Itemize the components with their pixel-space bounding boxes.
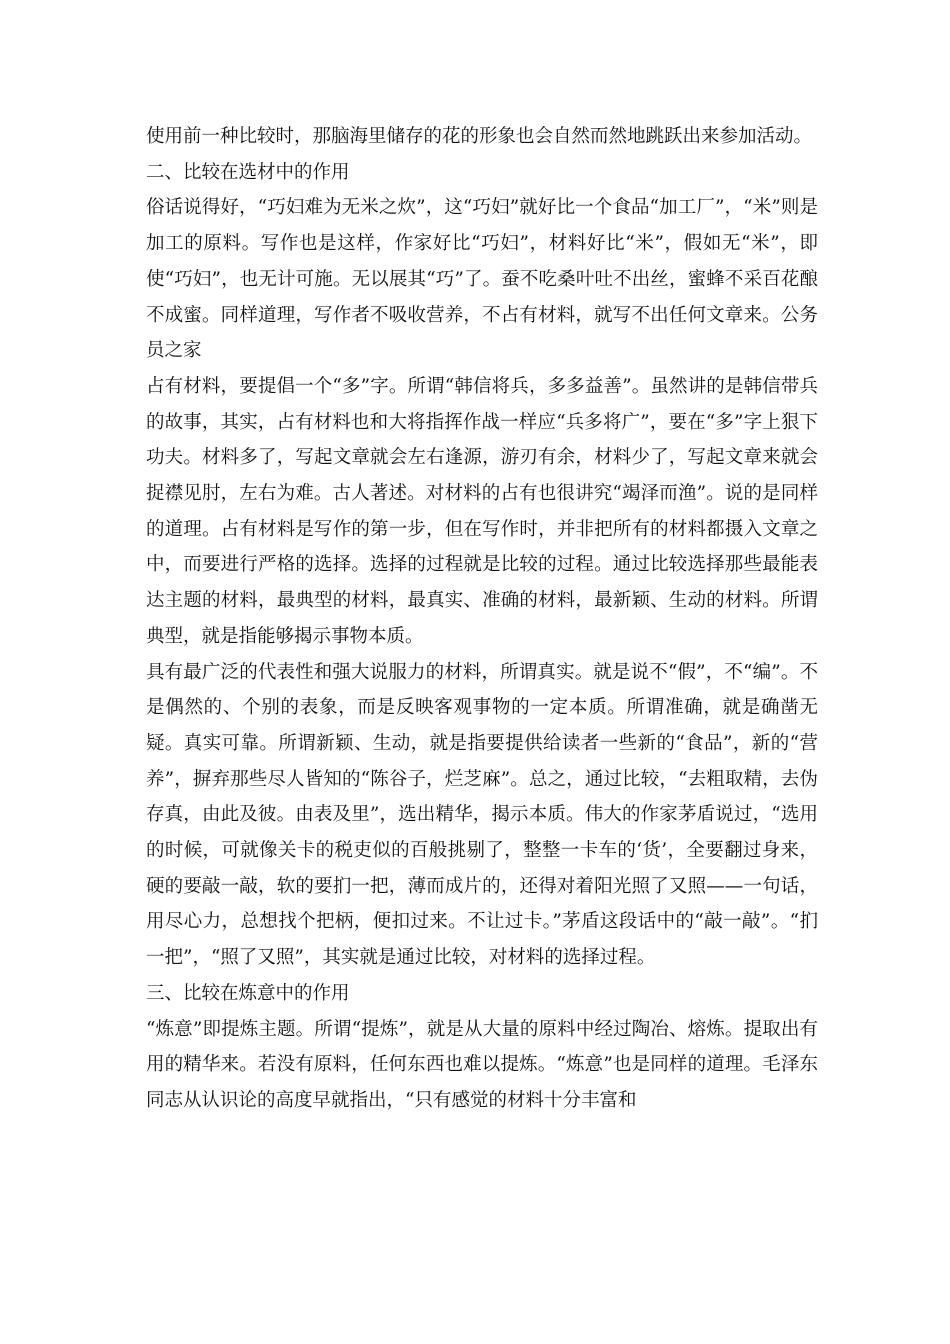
paragraph-possessing-material: 占有材料，要提倡一个“多”字。所谓“韩信将兵，多多益善”。虽然讲的是韩信带兵的故事，其实，占有材料也和大将指挥作战一样应“兵多将广”，要在“多”字上狠下功夫。材料多了，写起文章就会左右逢源，游刃有余，材料少了，写起文章来就会捉襟见肘，左右为难。古人著述。对材料的占有也很讲究“竭泽而渔”。说的是同样的道理。占有材料是写作的第一步，但在写作时，并非把所有的材料都摄入文章之中，而要进行严格的选择。选择的过程就是比较的过程。通过比较选择那些最能表达主题的材料，最典型的材料，最真实、准确的材料，最新颖、生动的材料。所谓典型，就是指能够揭示事物本质。 (146, 375, 818, 647)
section-heading-theme-refinement: 三、比较在炼意中的作用 (146, 982, 350, 1004)
paragraph-typical-material: 具有最广泛的代表性和强大说服力的材料，所谓真实。就是说不“假”，不“编”。不是偶然的、个别的表象，而是反映客观事物的一定本质。所谓准确，就是确凿无疑。真实可靠。所谓新颖、生动，就是指要提供给读者一些新的“食品”，新的“营养”，摒弃那些尽人皆知的“陈谷子，烂芝麻”。总之，通过比较，“去粗取精，去伪存真，由此及彼。由表及里”，选出精华，揭示本质。伟大的作家茅盾说过，“选用的时候，可就像关卡的税吏似的百般挑剔了，整整一卡车的‘货’，全要翻过身来，硬的要敲一敲，软的要扪一把，薄而成片的，还得对着阳光照了又照——一句话，用尽心力，总想找个把柄，便扣过来。不让过卡。”茅盾这段话中的“敲一敲”。“扪一把”，“照了又照”，其实就是通过比较，对材料的选择过程。 (146, 661, 818, 969)
paragraph-clever-housewife: 俗话说得好，“巧妇难为无米之炊”，这“巧妇”就好比一个食品“加工厂”，“米”则是加工的原料。写作也是这样，作家好比“巧妇”，材料好比“米”，假如无“米”，即使“巧妇”，也无计可施。无以展其“巧”了。蚕不吃桑叶吐不出丝，蜜蜂不采百花酿不成蜜。同样道理，写作者不吸收营养，不占有材料，就写不出任何文章来。公务员之家 (146, 197, 818, 362)
paragraph-flower-comparison: 使用前一种比较时，那脑海里储存的花的形象也会自然而然地跳跃出来参加活动。 (146, 126, 813, 147)
section-heading-material-selection: 二、比较在选材中的作用 (146, 161, 350, 183)
document-page (146, 119, 818, 1119)
paragraph-refining-theme: “炼意”即提炼主题。所谓“提炼”，就是从大量的原料中经过陶冶、熔炼。提取出有用的精华来。若没有原料，任何东西也难以提炼。“炼意”也是同样的道理。毛泽东同志从认识论的高度早就指出，“只有感觉的材料十分丰富和 (146, 1018, 818, 1111)
